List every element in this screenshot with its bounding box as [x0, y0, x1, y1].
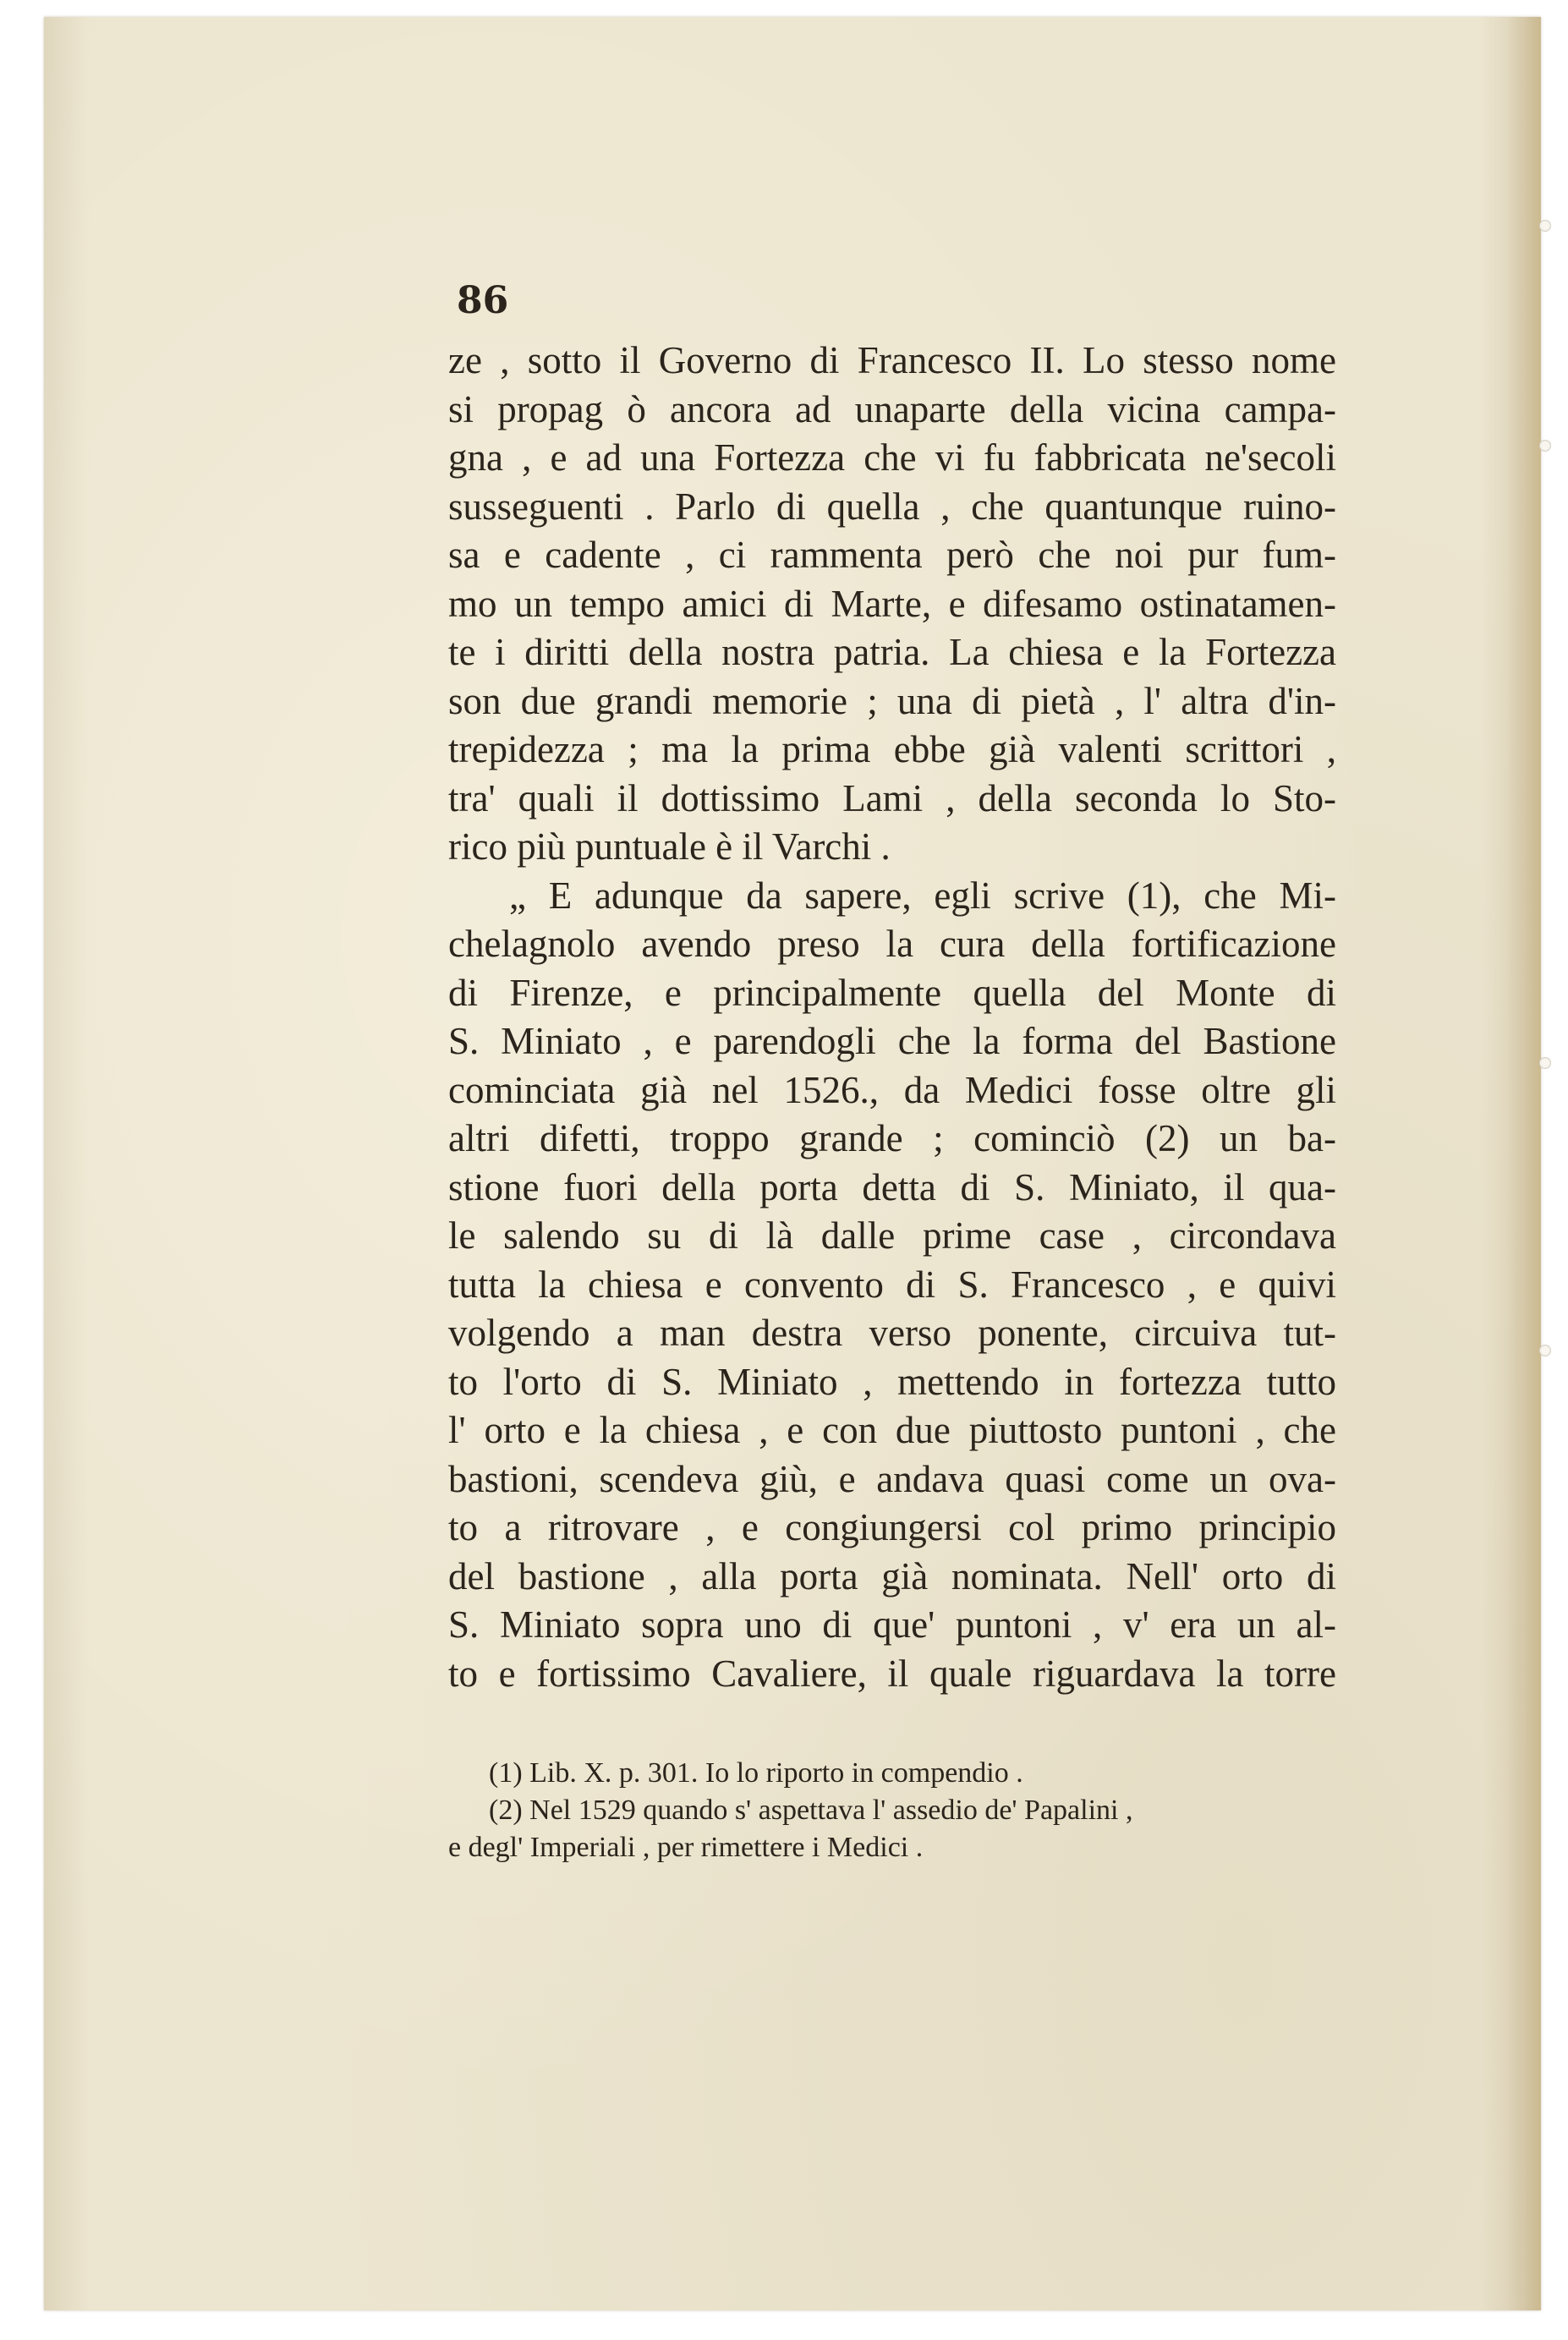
text-line: del bastione , alla porta già nominata. Nell' orto di	[448, 1554, 1336, 1597]
text-line: si propag ò ancora ad unaparte della vicina campa-	[448, 387, 1336, 430]
binding-hole	[1539, 220, 1551, 232]
text-line: di Firenze, e principalmente quella del Monte di	[448, 971, 1336, 1014]
text-line: S. Miniato sopra uno di que' puntoni , v' era un al-	[448, 1603, 1336, 1646]
text-line: sa e cadente , ci rammenta però che noi pur fum-	[448, 534, 1336, 576]
binding-hole	[1539, 440, 1551, 452]
text-line: to l'orto di S. Miniato , mettendo in fortezza tutto	[448, 1360, 1336, 1403]
text-line: stione fuori della porta detta di S. Miniato, il qua-	[448, 1165, 1336, 1208]
page-number: 86	[457, 279, 509, 322]
text-line: volgendo a man destra verso ponente, circuiva tut-	[448, 1312, 1336, 1354]
text-line: susseguenti . Parlo di quella , che quantunque ruino-	[448, 485, 1336, 528]
text-line: le salendo su di là dalle prime case , circondava	[448, 1214, 1336, 1257]
text-line: altri difetti, troppo grande ; cominciò (2) un ba-	[448, 1117, 1336, 1159]
text-line: „ E adunque da sapere, egli scrive (1), che Mi-	[509, 874, 1336, 917]
binding-hole	[1539, 1057, 1551, 1069]
footnote-2-continuation: e degl' Imperiali , per rimettere i Medici .	[448, 1832, 924, 1863]
text-line: son due grandi memorie ; una di pietà , l' altra d'in-	[448, 679, 1336, 722]
binding-hole	[1539, 1345, 1551, 1356]
text-line: mo un tempo amici di Marte, e difesamo ostinatamen-	[448, 582, 1336, 625]
text-line: tra' quali il dottissimo Lami , della seconda lo Sto-	[448, 776, 1336, 819]
body-text	[448, 337, 1336, 1698]
text-line: trepidezza ; ma la prima ebbe già valenti scrittori ,	[448, 728, 1336, 770]
footnotes	[448, 1755, 1336, 1866]
text-line: chelagnolo avendo preso la cura della fortificazione	[448, 923, 1336, 965]
text-line: to e fortissimo Cavaliere, il quale riguardava la torre	[448, 1652, 1336, 1695]
binding-edge	[1507, 17, 1541, 2310]
footnote-2: (2) Nel 1529 quando s' aspettava l' assedio de' Papalini ,	[489, 1795, 1133, 1826]
footnote-1: (1) Lib. X. p. 301. Io lo riporto in compendio .	[489, 1757, 1023, 1789]
text-line: bastioni, scendeva giù, e andava quasi come un ova-	[448, 1457, 1336, 1500]
text-line: gna , e ad una Fortezza che vi fu fabbricata ne'secoli	[448, 436, 1336, 479]
text-line: ze , sotto il Governo di Francesco II. Lo stesso nome	[448, 339, 1336, 381]
text-line: l' orto e la chiesa , e con due piuttosto puntoni , che	[448, 1409, 1336, 1451]
text-line: to a ritrovare , e congiungersi col primo principio	[448, 1506, 1336, 1548]
text-line: cominciata già nel 1526., da Medici fosse oltre gli	[448, 1068, 1336, 1111]
text-line: tutta la chiesa e convento di S. Francesco , e quivi	[448, 1263, 1336, 1306]
text-line: rico più puntuale è il Varchi .	[448, 825, 891, 868]
text-line: te i diritti della nostra patria. La chiesa e la Fortezza	[448, 631, 1336, 673]
text-line: S. Miniato , e parendogli che la forma del Bastione	[448, 1020, 1336, 1062]
